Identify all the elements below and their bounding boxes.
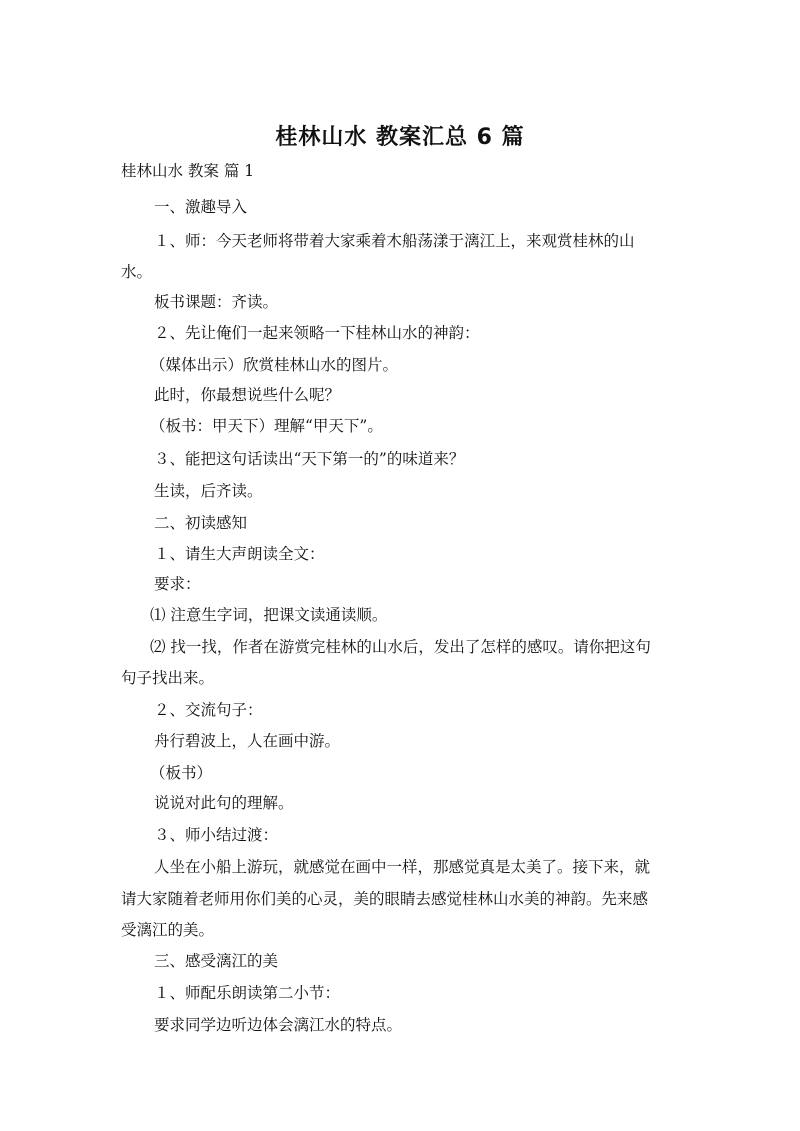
paragraph-line: 二、初读感知 — [154, 514, 248, 532]
paragraph-line: １、师配乐朗读第二小节： — [154, 984, 341, 1002]
paragraph-line: 板书课题：齐读。 — [154, 293, 279, 311]
paragraph-line: 句子找出来。 — [121, 669, 215, 687]
paragraph-line: （媒体出示）欣赏桂林山水的图片。 — [150, 356, 399, 374]
paragraph-line: ２、交流句子： — [154, 701, 263, 719]
paragraph-line: 人坐在小船上游玩，就感觉在画中一样，那感觉真是太美了。接下来，就 — [154, 858, 651, 876]
paragraph-line: 生读，后齐读。 — [154, 482, 263, 500]
paragraph-line: （板书：甲天下）理解“甲天下”。 — [150, 417, 383, 435]
paragraph-line: 要求： — [154, 575, 201, 593]
paragraph-line: 请大家随着老师用你们美的心灵，美的眼睛去感觉桂林山水美的神韵。先来感 — [121, 890, 649, 908]
paragraph-line: 舟行碧波上，人在画中游。 — [154, 732, 341, 750]
paragraph-line: 三、感受漓江的美 — [154, 952, 279, 970]
paragraph-line: （板书） — [150, 764, 213, 782]
paragraph-line: 受漓江的美。 — [121, 921, 215, 939]
paragraph-line: １、师：今天老师将带着大家乘着木船荡漾于漓江上，来观赏桂林的山 — [154, 232, 635, 250]
paragraph-line: 一、激趣导入 — [154, 198, 248, 216]
paragraph-line: 要求同学边听边体会漓江水的特点。 — [154, 1016, 403, 1034]
paragraph-line: ３、师小结过渡： — [154, 826, 279, 844]
paragraph-line: ２、先让俺们一起来领略一下桂林山水的神韵： — [154, 324, 480, 342]
paragraph-line: １、请生大声朗读全文： — [154, 545, 325, 563]
document-title: 桂林山水 教案汇总 6 篇 — [275, 125, 525, 150]
paragraph-line: 此时，你最想说些什么呢？ — [154, 386, 341, 404]
paragraph-line: 水。 — [121, 263, 153, 281]
section-heading: 桂林山水 教案 篇 1 — [121, 162, 255, 180]
paragraph-line: ⑵ 找一找，作者在游赏完桂林的山水后，发出了怎样的感叹。请你把这句 — [150, 638, 651, 656]
paragraph-line: ⑴ 注意生字词，把课文读通读顺。 — [150, 606, 388, 624]
paragraph-line: ３、能把这句话读出“天下第一的”的味道来？ — [154, 450, 465, 468]
paragraph-line: 说说对此句的理解。 — [154, 794, 294, 812]
